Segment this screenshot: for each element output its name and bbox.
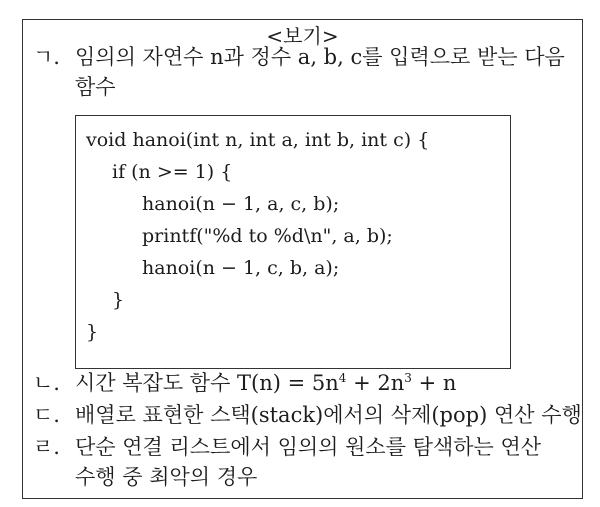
code-line-7: }: [86, 321, 99, 343]
item-text: 단순 연결 리스트에서 임의의 원소를 탐색하는 연산: [75, 435, 542, 459]
item-text-prefix: 시간 복잡도 함수 T(n) = 5n: [75, 371, 339, 395]
item-text: 임의의 자연수 n과 정수 a, b, c를 입력으로 받는 다음: [75, 45, 565, 69]
item-text-mid: + 2n: [346, 371, 405, 395]
code-line-5: hanoi(n − 1, c, b, a);: [142, 257, 340, 279]
box-title-text: <보기>: [260, 24, 344, 48]
code-line-6: }: [112, 289, 125, 311]
item-rieul-continued: 수행 중 최악의 경우: [75, 465, 258, 489]
code-line-1: void hanoi(int n, int a, int b, int c) {: [86, 129, 430, 151]
exponent-3: 3: [404, 371, 412, 385]
item-marker: ㄱ.: [33, 45, 60, 69]
item-giyeok: [33, 42, 565, 72]
code-block: [75, 115, 511, 369]
code-line-4: printf("%d to %d\n", a, b);: [142, 225, 393, 247]
code-line-2: if (n >= 1) {: [112, 161, 233, 183]
item-giyeok-continued: 함수: [75, 75, 116, 99]
item-marker: ㄹ.: [33, 435, 60, 459]
item-marker: ㄷ.: [33, 403, 60, 427]
exponent-4: 4: [338, 371, 347, 385]
item-digeut: [33, 400, 582, 430]
item-rieul: [33, 432, 541, 462]
item-marker: ㄴ.: [33, 371, 60, 395]
example-box: [22, 19, 583, 499]
code-line-3: hanoi(n − 1, a, c, b);: [142, 193, 340, 215]
item-text-suffix: + n: [411, 371, 457, 395]
item-nieun: [33, 368, 456, 398]
item-text: 배열로 표현한 스택(stack)에서의 삭제(pop) 연산 수행: [75, 403, 582, 427]
